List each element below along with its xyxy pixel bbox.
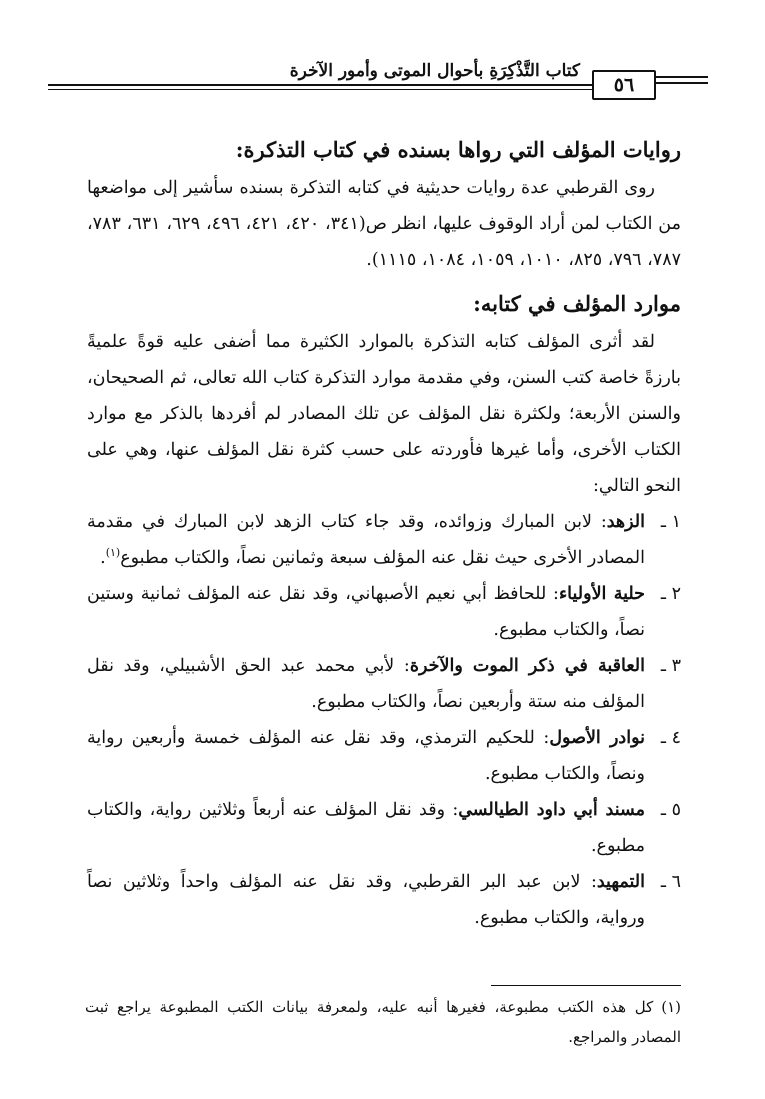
item-text: : لابن المبارك وزوائده، وقد جاء كتاب الزهد لابن المبارك في مقدمة المصادر الأخرى حيث نقل عنه المؤلف سبعة وثمانين نصاً، والكتاب مطبوع — [87, 512, 645, 568]
header-rule — [48, 84, 598, 86]
item-title: نوادر الأصول — [549, 728, 645, 748]
item-title: حلية الأولياء — [558, 584, 645, 604]
item-number: ٤ ـ — [660, 728, 681, 748]
running-header — [48, 58, 708, 98]
book-title: كتاب التَّذْكِرَةِ بأحوال الموتى وأمور الآخرة — [289, 61, 580, 81]
item-number: ٢ ـ — [660, 584, 681, 604]
sources-list — [87, 504, 681, 936]
item-title: التمهيد — [596, 872, 645, 892]
item-text: : لابن عبد البر القرطبي، وقد نقل عنه المؤلف واحداً وثلاثين نصاً ورواية، والكتاب مطبوع. — [87, 872, 645, 928]
item-title: مسند أبي داود الطيالسي — [458, 800, 645, 820]
footnote — [85, 992, 681, 1052]
footnote-divider — [491, 985, 681, 986]
section-heading: روايات المؤلف التي رواها بسنده في كتاب التذكرة: — [235, 137, 681, 162]
item-text: : للحافظ أبي نعيم الأصبهاني، وقد نقل عنه المؤلف ثمانية وستين نصاً، والكتاب مطبوع. — [87, 584, 645, 640]
item-text: : للحكيم الترمذي، وقد نقل عنه المؤلف خمسة وأربعين رواية ونصاً، والكتاب مطبوع. — [87, 728, 645, 784]
item-title: الزهد — [606, 512, 645, 532]
main-content — [87, 130, 681, 936]
item-number: ٦ ـ — [660, 872, 681, 892]
item-text: : وقد نقل المؤلف عنه أربعاً وثلاثين رواية، والكتاب مطبوع. — [87, 800, 645, 856]
list-item — [87, 576, 681, 648]
item-number: ٣ ـ — [660, 656, 681, 676]
list-item — [87, 720, 681, 792]
item-number: ١ ـ — [660, 512, 681, 532]
header-rule — [48, 89, 598, 90]
item-end: . — [100, 548, 106, 568]
item-number: ٥ ـ — [660, 800, 681, 820]
paragraph: لقد أثرى المؤلف كتابه التذكرة بالموارد الكثيرة مما أضفى عليه قوةً علميةً بارزةً خاصة كتب السنن، وفي مقدمة موارد التذكرة كتاب الله تعالى، ثم الصحيحان، والسنن الأربعة؛ ولكثرة نقل المؤلف عن تلك المصادر لم أفردها بالذكر مع موارد الكتاب الأخرى، وأما غيرها فأوردته على حسب كثرة نقل المؤلف عنها، وهي على النحو التالي: — [87, 332, 681, 496]
footnote-number: (١) — [661, 998, 681, 1016]
list-item — [87, 792, 681, 864]
section-heading: موارد المؤلف في كتابه: — [473, 291, 681, 316]
footnote-ref[interactable]: (١) — [105, 546, 121, 560]
footnote-text: كل هذه الكتب مطبوعة، فغيرها أنبه عليه، ولمعرفة بيانات الكتب المطبوعة يراجع ثبت المصادر والمراجع. — [85, 998, 681, 1046]
paragraph: روى القرطبي عدة روايات حديثية في كتابه التذكرة بسنده سأشير إلى مواضعها من الكتاب لمن أراد الوقوف عليها، انظر ص(٣٤١، ٤٢٠، ٤٢١، ٤٩٦، ٦٢٩، ٦٣١، ٧٨٣، ٧٨٧، ٧٩٦، ٨٢٥، ١٠١٠، ١٠٥٩، ١٠٨٤، ١١١٥). — [87, 178, 682, 270]
header-rule — [656, 82, 708, 84]
header-rule — [656, 76, 708, 78]
list-item — [87, 864, 681, 936]
list-item — [87, 648, 681, 720]
item-text: : لأبي محمد عبد الحق الأشبيلي، وقد نقل المؤلف منه ستة وأربعين نصاً، والكتاب مطبوع. — [87, 656, 645, 712]
list-item — [87, 504, 681, 576]
page-number: ٥٦ — [592, 70, 656, 100]
item-title: العاقبة في ذكر الموت والآخرة — [409, 656, 645, 676]
